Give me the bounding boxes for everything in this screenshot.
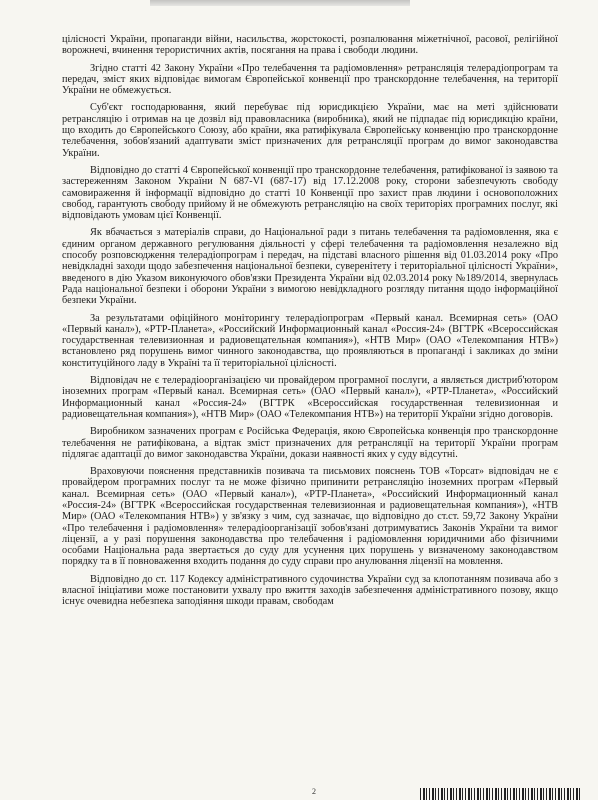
barcode — [420, 788, 580, 800]
paragraph-9: Враховуючи пояснення представників позивача та письмових пояснень ТОВ «Торсат» відповідач не є провайдером програмних послуг та не може фізично припинити ретрансляцію іноземних програм «Первый канал. Всемирная сеть» (ОАО «Первый канал»), «РТР-Планета», «Российский Информационный канал «Россия-24» (ВГТРК «Всероссийская государственная телевизионная и радиовещательная компания»), «НТВ Мир» (ОАО «Телекомпания НТВ») у зв'язку з чим, суд зазначає, що відповідно до ст.ст. 59,72 Закону України «Про телебачення і радіомовлення» телерадіоорганізації зобов'язані дотримуватись Законів України та вимог ліцензії, а у разі порушення законодавства про телебачення і радіомовлення юридичними або фізичними особами Національна рада звертається до суду для усунення цих порушень у визначеному законодавством порядку та в її повноваження входить подання до суду справи про анулювання ліцензії на мовлення. — [62, 466, 558, 568]
paragraph-1: цілісності України, пропаганди війни, насильства, жорстокості, розпалювання міжетнічної, расової, релігійної ворожнечі, вчинення терористичних актів, посягання на права і свободи людини. — [62, 34, 558, 57]
scan-header-strip — [150, 0, 410, 6]
page-number: 2 — [312, 787, 316, 796]
paragraph-5: Як вбачається з матеріалів справи, до Національної ради з питань телебачення та радіомовлення, яка є єдиним органом державного регулювання діяльності у сфері телебачення та радіомовлення незалежно від способу розповсюдження телерадіопрограм і передач, на підставі власного рішення від 01.03.2014 року «Про невідкладні заходи щодо забезпечення національної безпеки, суверенітету і територіальної цілісності України», введеного в дію Указом виконуючого обов'язки Президента України від 02.03.2014 року №189/2014, звернулась Рада національної безпеки і оборони України з вимогою невідкладного розгляду питання щодо інформаційної безпеки України. — [62, 227, 558, 307]
paragraph-8: Виробником зазначених програм є Російська Федерація, якою Європейська конвенція про транскордонне телебачення не ратифікована, а відтак зміст призначених для ретрансляції на території України програм підлягає адаптації до вимог законодавства України, докази наявності яких у суду відсутні. — [62, 426, 558, 460]
paragraph-4: Відповідно до статті 4 Європейської конвенції про транскордонне телебачення, ратифікованої із заявою та застереженням Законом України N 687-VI (687-17) від 17.12.2008 року, сторони забезпечують свободу самовираження й інформації відповідно до статті 10 Конвенції про захист прав людини і основоположних свобод, гарантують свободу прийому й не обмежують ретрансляцію на своїх територіях програмних послуг, які відповідають умовам цієї Конвенції. — [62, 164, 558, 222]
paragraph-6: За результатами офіційного моніторингу телерадіопрограм «Первый канал. Всемирная сеть» (ОАО «Первый канал»), «РТР-Планета», «Российский Информационный канал «Россия-24» (ВГТРК «Всероссийская государственная телевизионная и радиовещательная компания»), «НТВ Мир» (ОАО «Телекомпания НТВ») встановлено ряд порушень вимог чинного законодавства, що проявляються в пропаганді і закликах до зміни конституційного ладу в Україні та її територіальної цілісності. — [62, 312, 558, 369]
paragraph-7: Відповідач не є телерадіоорганізацією чи провайдером програмної послуги, а являється дистриб'ютором іноземних програм «Первый канал. Всемирная сеть» (ОАО «Первый канал»), «РТР-Планета», «Российский Информационный канал «Россия-24» (ВГТРК «Всероссийская государственная телевизионная и радиовещательная компания»), «НТВ Мир» (ОАО «Телекомпания НТВ») на території України згідно договорів. — [62, 375, 558, 420]
paragraph-2: Згідно статті 42 Закону України «Про телебачення та радіомовлення» ретрансляція телерадіопрограм та передач, зміст яких відповідає вимогам Європейської конвенції про транскордонне телебачення, на території України не обмежується. — [62, 62, 558, 97]
paragraph-3: Суб'єкт господарювання, який перебуває під юрисдикцією України, має на меті здійснювати ретрансляцію і отримав на це дозвіл від правовласника (виробника), який не підпадає під юрисдикцію країни, що входить до Європейського Союзу, або країни, яка ратифікувала Європейську конвенцію про транскордонне телебачення, зобов'язаний адаптувати зміст призначених для ретрансляції програм до вимог законодавства України. — [62, 102, 558, 159]
document-body — [62, 34, 558, 614]
paragraph-10: Відповідно до ст. 117 Кодексу адміністративного судочинства України суд за клопотанням позивача або з власної ініціативи може постановити ухвалу про вжиття заходів забезпечення адміністративного позову, якщо існує очевидна небезпека заподіяння шкоди правам, свободам — [62, 573, 558, 608]
